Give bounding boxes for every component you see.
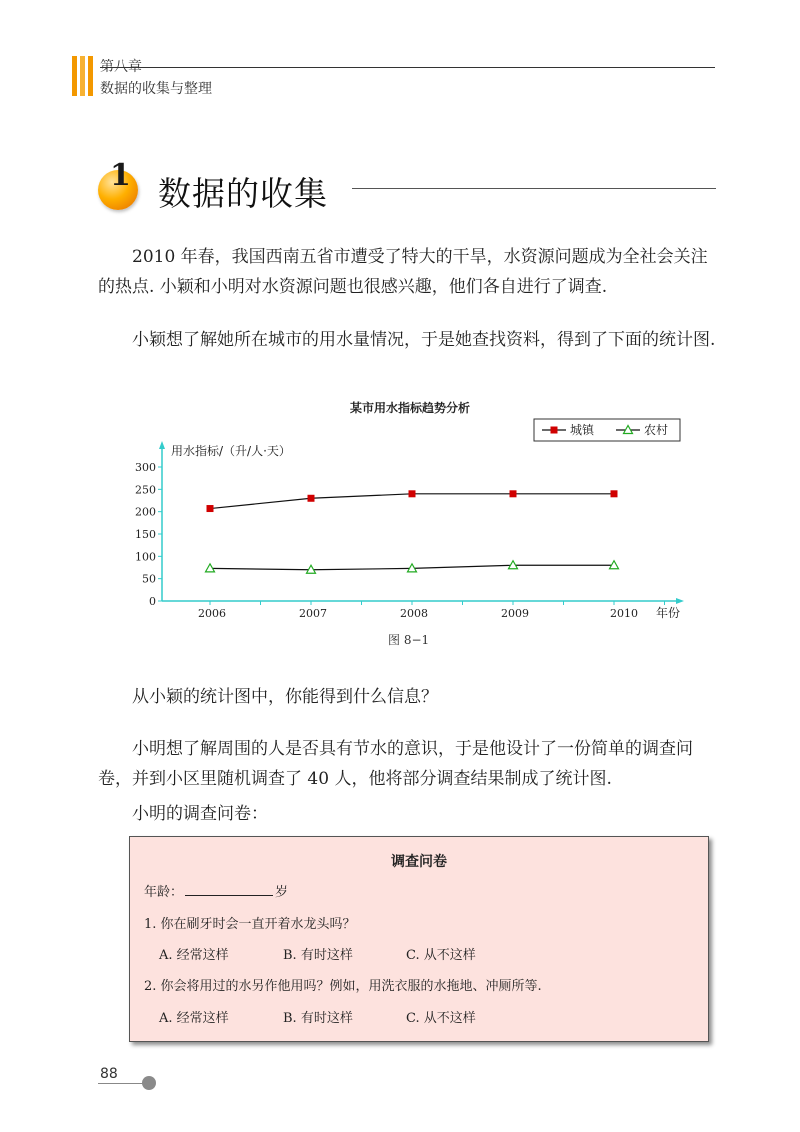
paragraph-text: 小颖想了解她所在城市的用水量情况，于是她查找资料，得到了下面的统计图.: [132, 330, 716, 350]
paragraph-text: 小明的调查问卷：: [132, 804, 268, 824]
y-tick-label: 200: [135, 505, 156, 519]
y-axis-arrow-icon: [159, 441, 165, 449]
paragraph-xiaoying: [98, 325, 718, 355]
header-accent-bar-1: [72, 56, 77, 96]
chapter-label: 第八章: [100, 59, 142, 75]
footer-rule: [98, 1083, 144, 1084]
age-unit: 岁: [275, 885, 289, 900]
data-point-城镇: [611, 490, 618, 497]
data-point-城镇: [409, 490, 416, 497]
legend-marker-城镇: [551, 427, 558, 434]
y-tick-label: 250: [135, 483, 156, 497]
y-tick-label: 100: [135, 550, 156, 564]
paragraph-drought-intro: [98, 242, 718, 302]
section-title: 数据的收集: [158, 174, 328, 213]
question-1: 1. 你在刷牙时会一直开着水龙头吗？: [144, 917, 356, 932]
page-number: 88: [100, 1066, 118, 1082]
age-input-blank[interactable]: [185, 883, 273, 896]
data-point-城镇: [207, 505, 214, 512]
header-accent-bar-3: [88, 56, 93, 96]
y-tick-label: 150: [135, 528, 156, 541]
paragraph-text: 2010 年春，我国西南五省市遭受了特大的干旱，水资源问题成为全社会关注的热点. 小颖和小明对水资源问题也很感兴趣，他们各自进行了调查.: [98, 247, 708, 297]
age-label: 年龄：: [144, 885, 184, 900]
q1-option-b[interactable]: B. 有时这样: [283, 948, 353, 963]
figure-caption: 图 8−1: [388, 633, 430, 647]
q1-option-a[interactable]: A. 经常这样: [159, 948, 229, 963]
legend-label-城镇: 城镇: [570, 423, 595, 437]
y-axis-label: 用水指标/（升/人·天）: [171, 444, 291, 458]
footer-dot-icon: [142, 1076, 156, 1090]
data-point-城镇: [510, 490, 517, 497]
x-axis-arrow-icon: [676, 598, 684, 604]
x-tick-label: 2007: [299, 607, 327, 620]
paragraph-question: [98, 682, 718, 712]
x-axis-label: 年份: [655, 606, 681, 620]
x-tick-label: 2008: [400, 607, 428, 620]
paragraph-questionnaire-intro: [98, 799, 718, 829]
data-point-城镇: [308, 495, 315, 502]
chart-title: 某市用水指标趋势分析: [349, 401, 471, 415]
x-tick-label: 2010: [610, 607, 638, 620]
paragraph-text: 从小颖的统计图中，你能得到什么信息？: [132, 687, 438, 707]
y-tick-label: 300: [135, 461, 156, 474]
section-number: 1: [110, 158, 131, 193]
question-2: 2. 你会将用过的水另作他用吗？例如，用洗衣服的水拖地、冲厕所等.: [144, 979, 542, 994]
q2-option-b[interactable]: B. 有时这样: [283, 1011, 353, 1026]
section-title-rule: [352, 188, 716, 189]
q2-option-a[interactable]: A. 经常这样: [159, 1011, 229, 1026]
legend-label-农村: 农村: [644, 423, 669, 437]
paragraph-text: 小明想了解周围的人是否具有节水的意识，于是他设计了一份简单的调查问卷，并到小区里随机调查了 40 人，他将部分调查结果制成了统计图.: [98, 739, 693, 789]
age-line: [144, 881, 288, 900]
questionnaire-title: 调查问卷: [391, 854, 447, 870]
q2-option-c[interactable]: C. 从不这样: [406, 1011, 476, 1026]
water-usage-line-chart: [135, 395, 700, 630]
questionnaire-box: [129, 836, 709, 1042]
paragraph-xiaoming: [98, 734, 718, 794]
header-accent-bar-2: [80, 56, 85, 96]
y-tick-label: 50: [142, 572, 156, 586]
q1-option-c[interactable]: C. 从不这样: [406, 948, 476, 963]
header-rule: [100, 67, 715, 68]
x-tick-label: 2006: [198, 607, 226, 620]
y-tick-label: 0: [149, 595, 156, 608]
chapter-title: 数据的收集与整理: [100, 81, 212, 97]
x-tick-label: 2009: [501, 607, 529, 620]
